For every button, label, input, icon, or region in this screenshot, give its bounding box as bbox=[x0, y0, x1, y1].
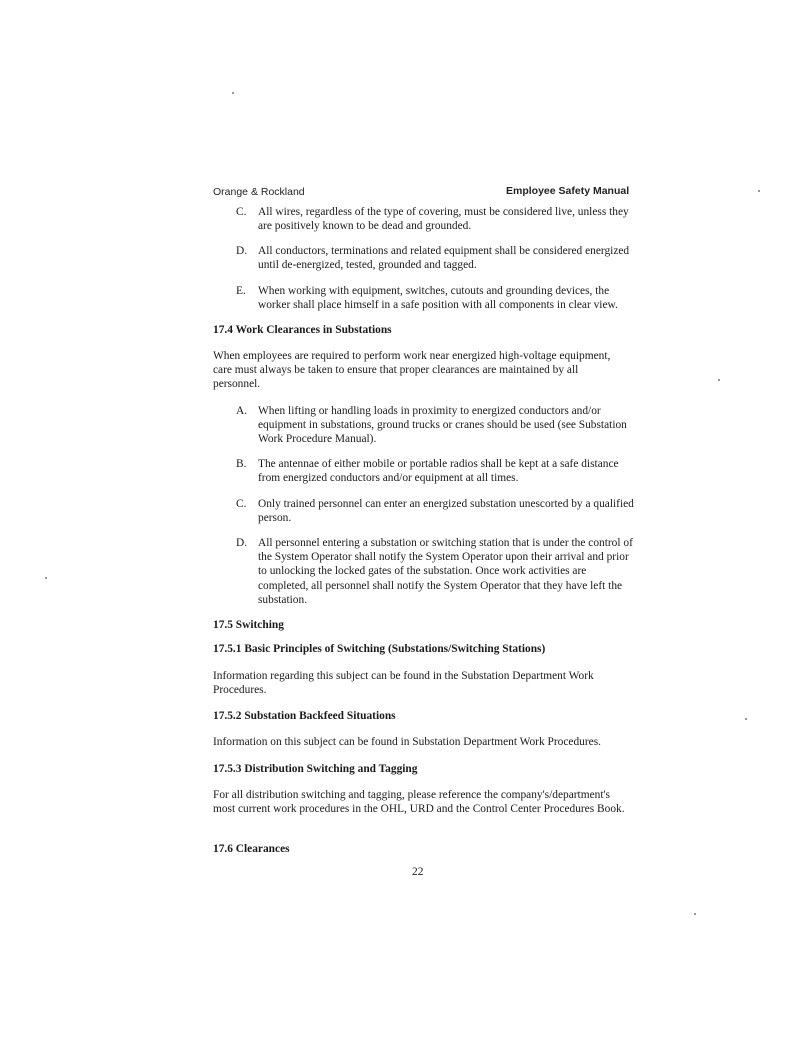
header-manual-title: Employee Safety Manual bbox=[506, 185, 630, 197]
section-heading-17-5: 17.5 Switching bbox=[213, 619, 284, 631]
list-item-d bbox=[236, 244, 636, 272]
list-letter: D. bbox=[236, 245, 248, 257]
subsection-17-5-1-text: Information regarding this subject can be found in the Substation Department Work Procedures. bbox=[213, 670, 594, 697]
list-text: All conductors, terminations and related equipment shall be considered energized until de-energized, tested, grounded and tagged. bbox=[258, 245, 630, 272]
list-letter: B. bbox=[236, 458, 247, 470]
scan-speck bbox=[718, 379, 720, 381]
list-letter: C. bbox=[236, 498, 247, 510]
list-item-c bbox=[236, 205, 636, 233]
subsection-heading-17-5-1: 17.5.1 Basic Principles of Switching (Substations/Switching Stations) bbox=[213, 643, 546, 655]
subsection-17-5-3-text: For all distribution switching and tagging, please reference the company's/department's most current work procedures in the OHL, URD and the Control Center Procedures Book. bbox=[213, 789, 625, 816]
section-heading-17-6: 17.6 Clearances bbox=[213, 843, 290, 855]
list-letter: C. bbox=[236, 206, 247, 218]
section-heading-17-4: 17.4 Work Clearances in Substations bbox=[213, 324, 392, 336]
list-item-a bbox=[236, 404, 636, 447]
page-number: 22 bbox=[412, 866, 424, 878]
list-text: Only trained personnel can enter an energized substation unescorted by a qualified person. bbox=[258, 498, 634, 525]
scan-speck bbox=[694, 913, 696, 915]
list-text: All wires, regardless of the type of covering, must be considered live, unless they are positively known to be dead and grounded. bbox=[258, 206, 629, 233]
list-text: The antennae of either mobile or portable radios shall be kept at a safe distance from energized conductors and/or equipment at all times. bbox=[258, 458, 619, 485]
list-text: When lifting or handling loads in proximity to energized conductors and/or equipment in substations, ground trucks or cranes should be used (see Substation Work Procedure Manual). bbox=[258, 405, 627, 446]
list-letter: A. bbox=[236, 405, 248, 417]
list-letter: D. bbox=[236, 537, 248, 549]
list-item-b bbox=[236, 457, 636, 485]
scan-speck bbox=[745, 718, 747, 720]
subsection-heading-17-5-3: 17.5.3 Distribution Switching and Tagging bbox=[213, 763, 418, 775]
scan-speck bbox=[45, 577, 47, 579]
list-letter: E. bbox=[236, 285, 246, 297]
subsection-17-5-2-text: Information on this subject can be found in Substation Department Work Procedures. bbox=[213, 736, 601, 748]
list-text: All personnel entering a substation or switching station that is under the control of the System Operator shall notify the System Operator upon their arrival and prior to unlocking the locked gates of the substation. Once work activities are completed, all personnel shall notify the System Operator that they have left the substation. bbox=[258, 537, 633, 606]
list-text: When working with equipment, switches, cutouts and grounding devices, the worker shall place himself in a safe position with all components in clear view. bbox=[258, 285, 618, 312]
scan-speck bbox=[758, 190, 760, 192]
scan-speck bbox=[232, 92, 234, 94]
section-17-4-intro: When employees are required to perform work near energized high-voltage equipment, care must always be taken to ensure that proper clearances are maintained by all personnel. bbox=[213, 350, 611, 391]
list-item-c2 bbox=[236, 497, 636, 525]
list-item-e bbox=[236, 284, 636, 312]
header-company: Orange & Rockland bbox=[213, 186, 305, 198]
list-item-d2 bbox=[236, 536, 636, 607]
subsection-heading-17-5-2: 17.5.2 Substation Backfeed Situations bbox=[213, 710, 396, 722]
